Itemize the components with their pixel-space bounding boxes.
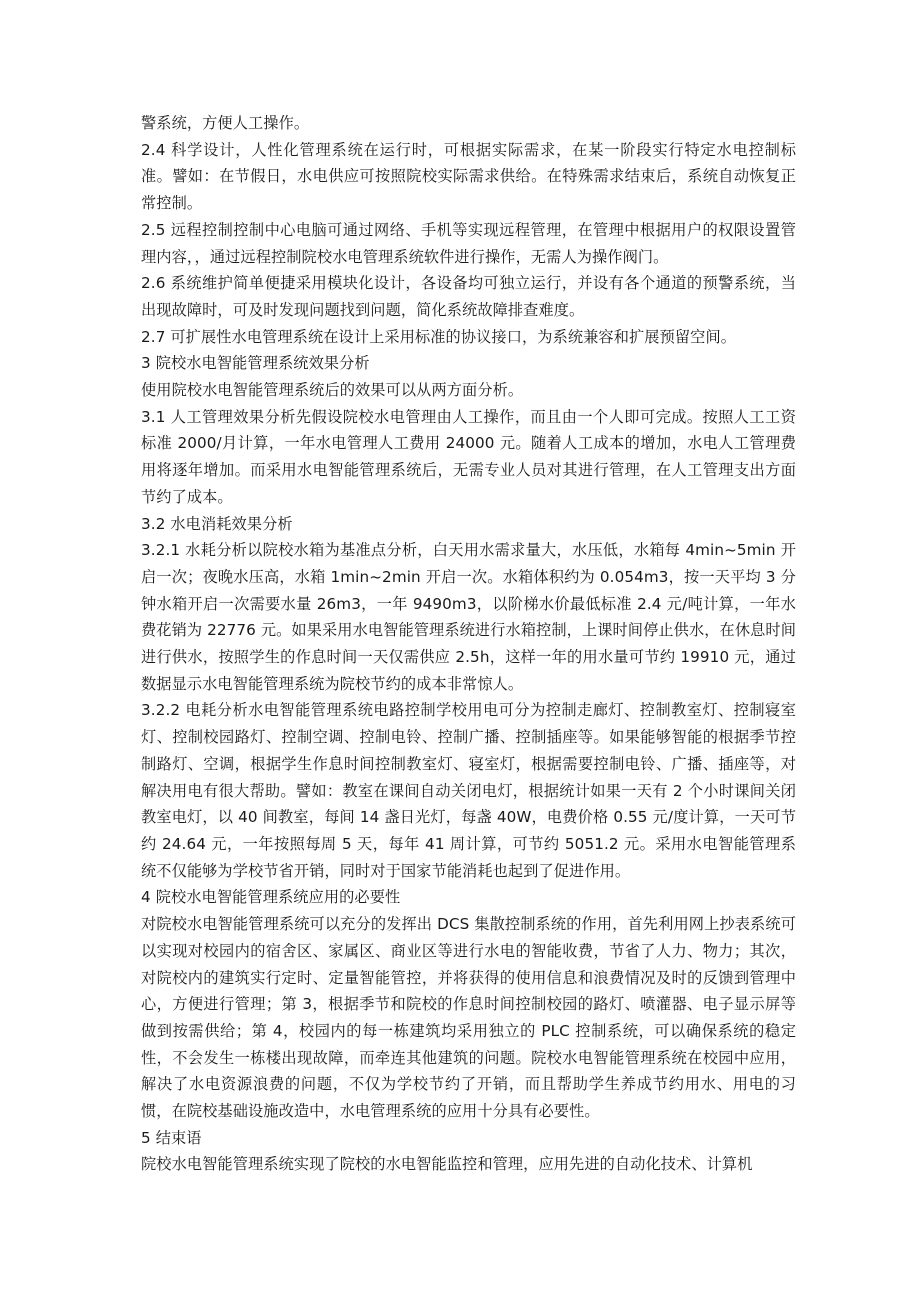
- section-heading-5: 5 结束语: [141, 1128, 202, 1147]
- paragraph-section-5: 院校水电智能管理系统实现了院校的水电智能监控和管理，应用先进的自动化技术、计算机: [141, 1155, 753, 1174]
- paragraph-3-2-2: 3.2.2 电耗分析水电智能管理系统电路控制学校用电可分为控制走廊灯、控制教室灯、控制寝室灯、控制校园路灯、控制空调、控制电铃、控制广播、控制插座等。如果能够智能的根据季节控制路灯、空调，根据学生作息时间控制教室灯、寝室灯，根据需要控制电铃、广播、插座等，对解决用电有很大帮助。譬如：教室在课间自动关闭电灯，根据统计如果一天有 2 个小时课间关闭教室电灯，以 40 间教室，每间 14 盏日光灯，每盏 40W，电费价格 0.55 元/度计算，一天可节约 24.64 元，一年按照每周 5 天，每年 41 周计算，可节约 5051.2 元。采用水电智能管理系统不仅能够为学校节省开销，同时对于国家节能消耗也起到了促进作用。: [141, 701, 796, 880]
- paragraph-2-7: 2.7 可扩展性水电管理系统在设计上采用标准的协议接口，为系统兼容和扩展预留空间。: [141, 327, 737, 346]
- subheading-3-2: 3.2 水电消耗效果分析: [141, 514, 293, 533]
- section-heading-3: 3 院校水电智能管理系统效果分析: [141, 354, 370, 373]
- paragraph-3-1: 3.1 人工管理效果分析先假设院校水电管理由人工操作，而且由一个人即可完成。按照人工工资标准 2000/月计算，一年水电管理人工费用 24000 元。随着人工成本的增加，水电人工管理费用将逐年增加。而采用水电智能管理系统后，无需专业人员对其进行管理，在人工管理支出方面节约了成本。: [141, 407, 796, 506]
- paragraph-2-5: 2.5 远程控制控制中心电脑可通过网络、手机等实现远程管理，在管理中根据用户的权限设置管理内容，，通过远程控制院校水电管理系统软件进行操作，无需人为操作阀门。: [141, 220, 796, 266]
- paragraph-section-3-intro: 使用院校水电智能管理系统后的效果可以从两方面分析。: [141, 381, 524, 400]
- paragraph-2-6: 2.6 系统维护简单便捷采用模块化设计，各设备均可独立运行，并设有各个通道的预警系统，当出现故障时，可及时发现问题找到问题，简化系统故障排查难度。: [141, 274, 796, 319]
- paragraph-section-4: 对院校水电智能管理系统可以充分的发挥出 DCS 集散控制系统的作用，首先利用网上抄表系统可以实现对校园内的宿舍区、家属区、商业区等进行水电的智能收费，节省了人力、物力；其次，对院校内的建筑实行定时、定量智能管控，并将获得的使用信息和浪费情况及时的反馈到管理中心，方便进行管理；第 3，根据季节和院校的作息时间控制校园的路灯、喷灌器、电子显示屏等做到按需供给；第 4，校园内的每一栋建筑均采用独立的 PLC 控制系统，可以确保系统的稳定性，不会发生一栋楼出现故障，而牵连其他建筑的问题。院校水电智能管理系统在校园中应用，解决了水电资源浪费的问题，不仅为学校节约了开销，而且帮助学生养成节约用水、用电的习惯，在院校基础设施改造中，水电管理系统的应用十分具有必要性。: [141, 915, 796, 1121]
- paragraph-3-2-1: 3.2.1 水耗分析以院校水箱为基准点分析，白天用水需求量大，水压低，水箱每 4min~5min 开启一次；夜晚水压高，水箱 1min~2min 开启一次。水箱体积约为 0.054m3，按一天平均 3 分钟水箱开启一次需要水量 26m3，一年 9490m3，以阶梯水价最低标准 2.4 元/吨计算，一年水费花销为 22776 元。如果采用水电智能管理系统进行水箱控制，上课时间停止供水，在休息时间进行供水，按照学生的作息时间一天仅需供应 2.5h，这样一年的用水量可节约 19910 元，通过数据显示水电智能管理系统为院校节约的成本非常惊人。: [141, 541, 796, 693]
- paragraph-2-4: 2.4 科学设计，人性化管理系统在运行时，可根据实际需求，在某一阶段实行特定水电控制标准。譬如：在节假日，水电供应可按照院校实际需求供给。在特殊需求结束后，系统自动恢复正常控制。: [141, 140, 796, 213]
- paragraph-continuation: 警系统，方便人工操作。: [141, 114, 310, 132]
- document-page: [141, 110, 796, 1178]
- section-heading-4: 4 院校水电智能管理系统应用的必要性: [141, 888, 401, 907]
